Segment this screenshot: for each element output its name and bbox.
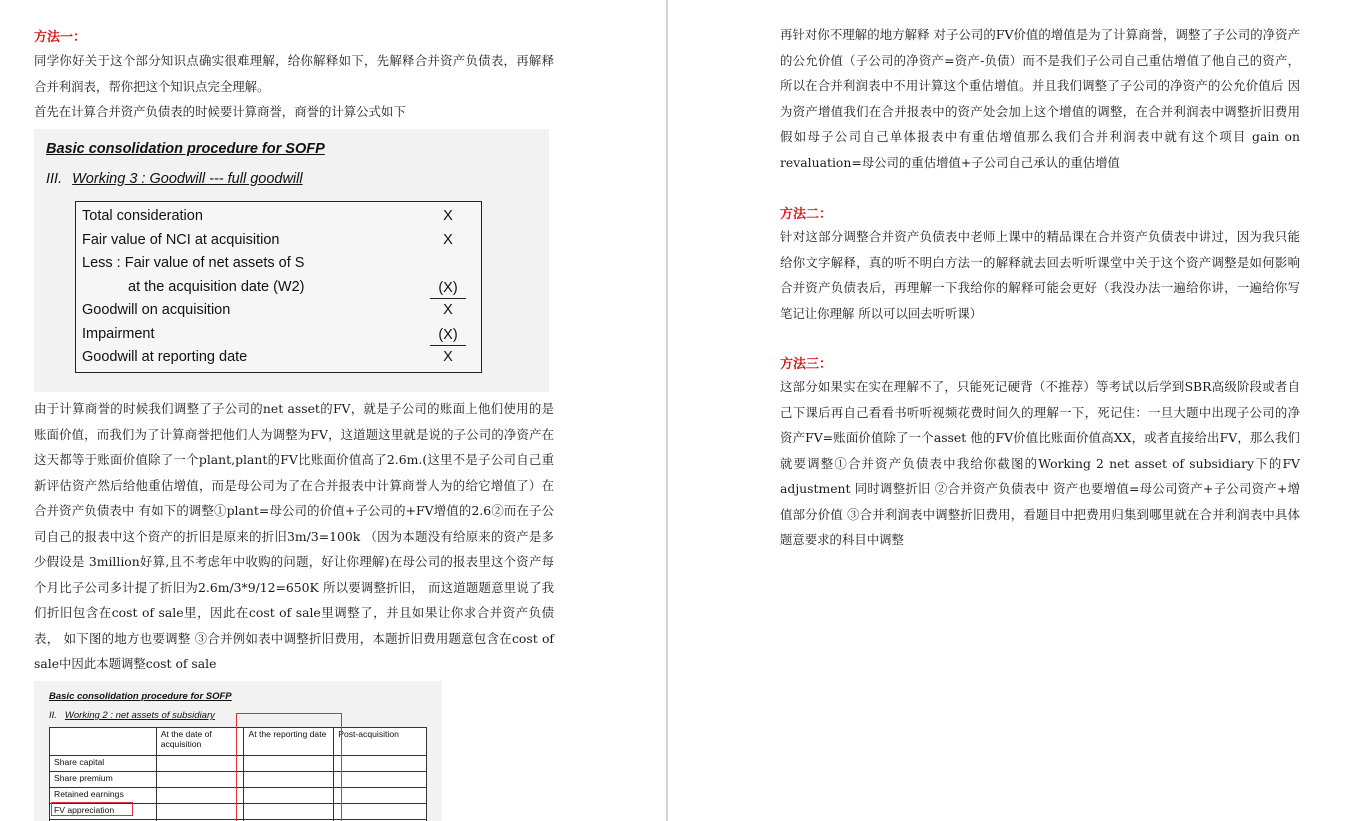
table-row: Share premium (50, 772, 427, 788)
table-row: Share capital (50, 756, 427, 772)
working2-image (34, 681, 442, 821)
method1-heading: 方法一： (34, 30, 87, 45)
right-page (668, 0, 1356, 821)
highlight-reporting-date-column (236, 713, 342, 821)
goodwill-row: at the acquisition date (W2) (X) (82, 279, 476, 301)
table-row: Retained earnings (50, 788, 427, 804)
method3-paragraph: 这部分如果实在实在理解不了，只能死记硬背（不推荐）等考试以后学到SBR高级阶段或者自己下课后再自己看看书听听视频花费时间久的理解一下，死记住：一旦大题中出现子公司的净资产FV=账面价值除了一个asset 他的FV价值比账面价值高XX，或者直接给出FV，那么我们就要调整①合并资产负债表中我给你截图的Working 2 net asset of subsidiary下的FV adjustment 同时调整折旧 ②合并资产负债表中 资产也要增值=母公司资产+子公司资产+增值部分价值 ③合并利润表中调整折旧费用，看题目中把费用归集到哪里就在合并利润表中具体题意要求的科目中调整 (780, 379, 1300, 547)
goodwill-row: Less : Fair value of net assets of S (82, 255, 305, 271)
method2-paragraph: 针对这部分调整合并资产负债表中老师上课中的精品课在合并资产负债表中讲过，因为我只能给你文字解释，真的听不明白方法一的解释就去回去听听课堂中关于这个资产调整是如何影响合并资产负债表后，再理解一下我给你的解释可能会更好（我没办法一遍给你讲，一遍给你写笔记让你理解 所以可以回去听听课） (780, 229, 1300, 321)
working2-image-title: Basic consolidation procedure for SOFP (49, 691, 232, 702)
table-row: FV appreciation (50, 804, 427, 820)
goodwill-image-subtitle: III. Working 3 : Goodwill --- full goodwill (46, 171, 303, 187)
left-page (0, 0, 666, 821)
goodwill-row: Fair value of NCI at acquisition X (82, 231, 453, 248)
goodwill-table (75, 201, 482, 373)
further-explanation-paragraph: 再针对你不理解的地方解释 对子公司的FV价值的增值是为了计算商誉，调整了子公司的净资产的公允价值（子公司的净资产=资产-负债）而不是我们子公司自己重估增值了他自己的资产，所以在合并利润表中不用计算这个重估增值。并且我们调整了子公司的净资产的公允价值后 因为资产增值我们在合并报表中的资产处会加上这个增值的调整，在合并利润表中调整折旧费用 假如母子公司自己单体报表中有重估增值那么我们合并利润表中就有这个项目 gain on revaluation=母公司的重估增值+子公司自己承认的重估增值 (780, 27, 1300, 170)
goodwill-row: Total consideration X (82, 208, 453, 224)
working2-image-subtitle: II. Working 2 : net assets of subsidiary (49, 710, 215, 721)
intro-paragraph: 同学你好关于这个部分知识点确实很难理解，给你解释如下，先解释合并资产负债表，再解释合并利润表，帮你把这个知识点完全理解。 (34, 53, 554, 94)
goodwill-row: Impairment (X) (82, 326, 476, 348)
method2-heading: 方法二： (780, 207, 833, 222)
goodwill-formula-intro: 首先在计算合并资产负债表的时候要计算商誉，商誉的计算公式如下 (34, 104, 406, 119)
goodwill-image-title: Basic consolidation procedure for SOFP (46, 141, 325, 157)
working2-header-row: At the date of acquisition At the reporting date Post-acquisition (50, 728, 427, 756)
goodwill-row: Goodwill on acquisition X (82, 302, 453, 318)
explanation-paragraph: 由于计算商誉的时候我们调整了子公司的net asset的FV，就是子公司的账面上他们使用的是账面价值，而我们为了计算商誉把他们人为调整为FV，这道题这里就是说的子公司的净资产在这天都等于账面价值除了一个plant,plant的FV比账面价值高了2.6m.(这里不是子公司自己重新评估资产然后给他重估增值，而是母公司为了在合并报表中计算商誉人为的给它增值了）在合并资产负债表中 有如下的调整①plant=母公司的价值+子公司的+FV增值的2.6②而在子公司自己的报表中这个资产的折旧是原来的折旧3m/3=100k （因为本题没有给原来的资产是多少假设是 3million好算,且不考虑年中收购的问题，好让你理解)在母公司的报表里这个资产每个月比子公司多计提了折旧为2.6m/3*9/12=650K 所以要调整折旧， 而这道题题意里说了我们折旧包含在cost of sale里，因此在cost of sale里调整了，并且如果让你求合并资产负债表， 如下图的地方也要调整 ③合并例如表中调整折旧费用，本题折旧费用题意包含在cost of sale中因此本题调整cost of sale (34, 401, 554, 671)
goodwill-row: Goodwill at reporting date X (82, 349, 453, 365)
goodwill-working-image (34, 129, 549, 392)
highlight-fv-appreciation (51, 802, 133, 816)
method3-heading: 方法三： (780, 357, 833, 372)
